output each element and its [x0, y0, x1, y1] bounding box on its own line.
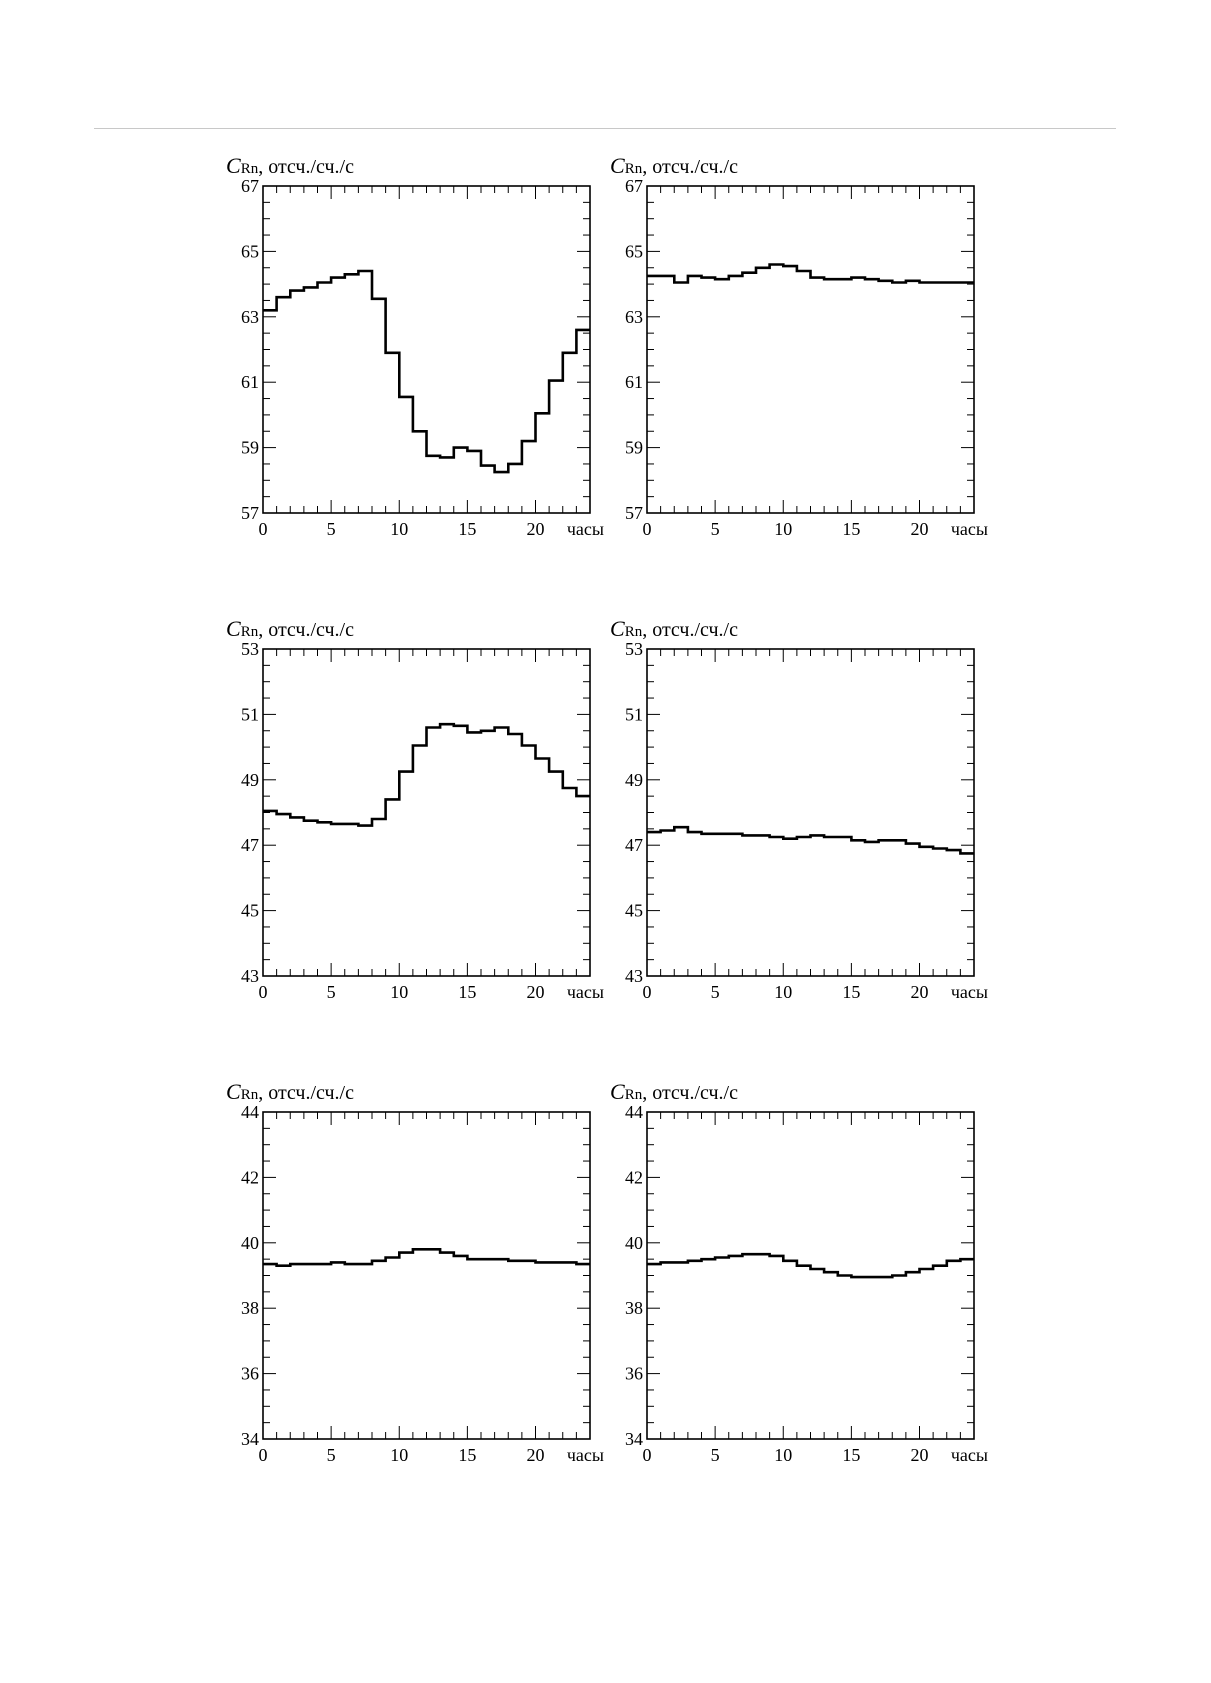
chart-6 [610, 1079, 988, 1465]
plot-frame [263, 649, 590, 976]
histogram-series [647, 265, 974, 283]
histogram-series [263, 1249, 590, 1265]
x-tick-label: 15 [458, 1445, 477, 1465]
y-tick-label: 59 [241, 437, 259, 458]
y-tick-label: 38 [241, 1298, 259, 1319]
x-tick-label: 0 [642, 1445, 652, 1465]
x-tick-label: 0 [258, 1445, 268, 1465]
x-tick-label: 20 [526, 982, 545, 1002]
x-tick-label: 20 [910, 1445, 929, 1465]
x-tick-label: 15 [458, 519, 477, 539]
y-tick-label: 42 [241, 1167, 259, 1188]
x-tick-label: 20 [910, 982, 929, 1002]
y-tick-label: 67 [241, 176, 259, 196]
x-tick-label: 20 [526, 519, 545, 539]
plot-frame [647, 1112, 974, 1439]
y-tick-label: 47 [625, 835, 643, 856]
y-tick-label: 49 [241, 769, 259, 790]
histogram-series [647, 827, 974, 853]
x-axis-label: часы [950, 982, 988, 1002]
y-axis-label: CRn, отсч./сч./с [610, 153, 738, 178]
y-tick-label: 53 [241, 639, 259, 659]
y-tick-label: 65 [241, 241, 259, 262]
x-tick-label: 5 [710, 519, 720, 539]
x-tick-label: 0 [642, 519, 652, 539]
x-tick-label: 15 [842, 1445, 861, 1465]
y-tick-label: 67 [625, 176, 643, 196]
plot-frame [647, 186, 974, 513]
x-tick-label: 0 [258, 982, 268, 1002]
y-tick-label: 61 [625, 372, 643, 393]
y-axis-label: CRn, отсч./сч./с [226, 616, 354, 641]
x-tick-label: 10 [390, 1445, 409, 1465]
y-axis-label: CRn, отсч./сч./с [226, 153, 354, 178]
chart-5 [226, 1079, 604, 1465]
chart-4 [610, 616, 988, 1002]
plot-frame [263, 186, 590, 513]
y-tick-label: 47 [241, 835, 259, 856]
y-tick-label: 34 [241, 1429, 259, 1449]
x-tick-label: 5 [326, 982, 336, 1002]
x-tick-label: 0 [642, 982, 652, 1002]
y-tick-label: 36 [241, 1363, 259, 1384]
chart-2 [610, 153, 988, 539]
y-tick-label: 51 [241, 704, 259, 725]
y-tick-label: 57 [241, 503, 259, 523]
x-tick-label: 10 [390, 519, 409, 539]
x-tick-label: 5 [710, 982, 720, 1002]
y-tick-label: 57 [625, 503, 643, 523]
histogram-series [647, 1254, 974, 1277]
x-tick-label: 15 [842, 982, 861, 1002]
x-axis-label: часы [566, 519, 604, 539]
y-tick-label: 63 [241, 306, 259, 327]
y-tick-label: 44 [241, 1102, 259, 1122]
y-tick-label: 36 [625, 1363, 643, 1384]
y-tick-label: 45 [241, 900, 259, 921]
y-tick-label: 59 [625, 437, 643, 458]
x-tick-label: 5 [710, 1445, 720, 1465]
x-tick-label: 5 [326, 519, 336, 539]
x-tick-label: 20 [526, 1445, 545, 1465]
plot-frame [263, 1112, 590, 1439]
chart-1 [226, 153, 604, 539]
y-axis-label: CRn, отсч./сч./с [226, 1079, 354, 1104]
y-tick-label: 49 [625, 769, 643, 790]
y-tick-label: 43 [625, 966, 643, 986]
x-tick-label: 0 [258, 519, 268, 539]
y-axis-label: CRn, отсч./сч./с [610, 1079, 738, 1104]
x-tick-label: 5 [326, 1445, 336, 1465]
y-tick-label: 40 [625, 1232, 643, 1253]
y-tick-label: 63 [625, 306, 643, 327]
x-axis-label: часы [566, 1445, 604, 1465]
x-tick-label: 15 [458, 982, 477, 1002]
x-axis-label: часы [950, 1445, 988, 1465]
x-axis-label: часы [566, 982, 604, 1002]
y-tick-label: 38 [625, 1298, 643, 1319]
x-tick-label: 10 [774, 1445, 793, 1465]
y-tick-label: 40 [241, 1232, 259, 1253]
x-tick-label: 15 [842, 519, 861, 539]
x-tick-label: 20 [910, 519, 929, 539]
histogram-series [263, 271, 590, 472]
y-tick-label: 44 [625, 1102, 643, 1122]
plot-frame [647, 649, 974, 976]
chart-3 [226, 616, 604, 1002]
y-tick-label: 45 [625, 900, 643, 921]
y-axis-label: CRn, отсч./сч./с [610, 616, 738, 641]
x-tick-label: 10 [390, 982, 409, 1002]
y-tick-label: 61 [241, 372, 259, 393]
x-tick-label: 10 [774, 519, 793, 539]
histogram-series [263, 724, 590, 825]
y-tick-label: 53 [625, 639, 643, 659]
y-tick-label: 65 [625, 241, 643, 262]
y-tick-label: 51 [625, 704, 643, 725]
y-tick-label: 42 [625, 1167, 643, 1188]
y-tick-label: 43 [241, 966, 259, 986]
x-axis-label: часы [950, 519, 988, 539]
x-tick-label: 10 [774, 982, 793, 1002]
y-tick-label: 34 [625, 1429, 643, 1449]
